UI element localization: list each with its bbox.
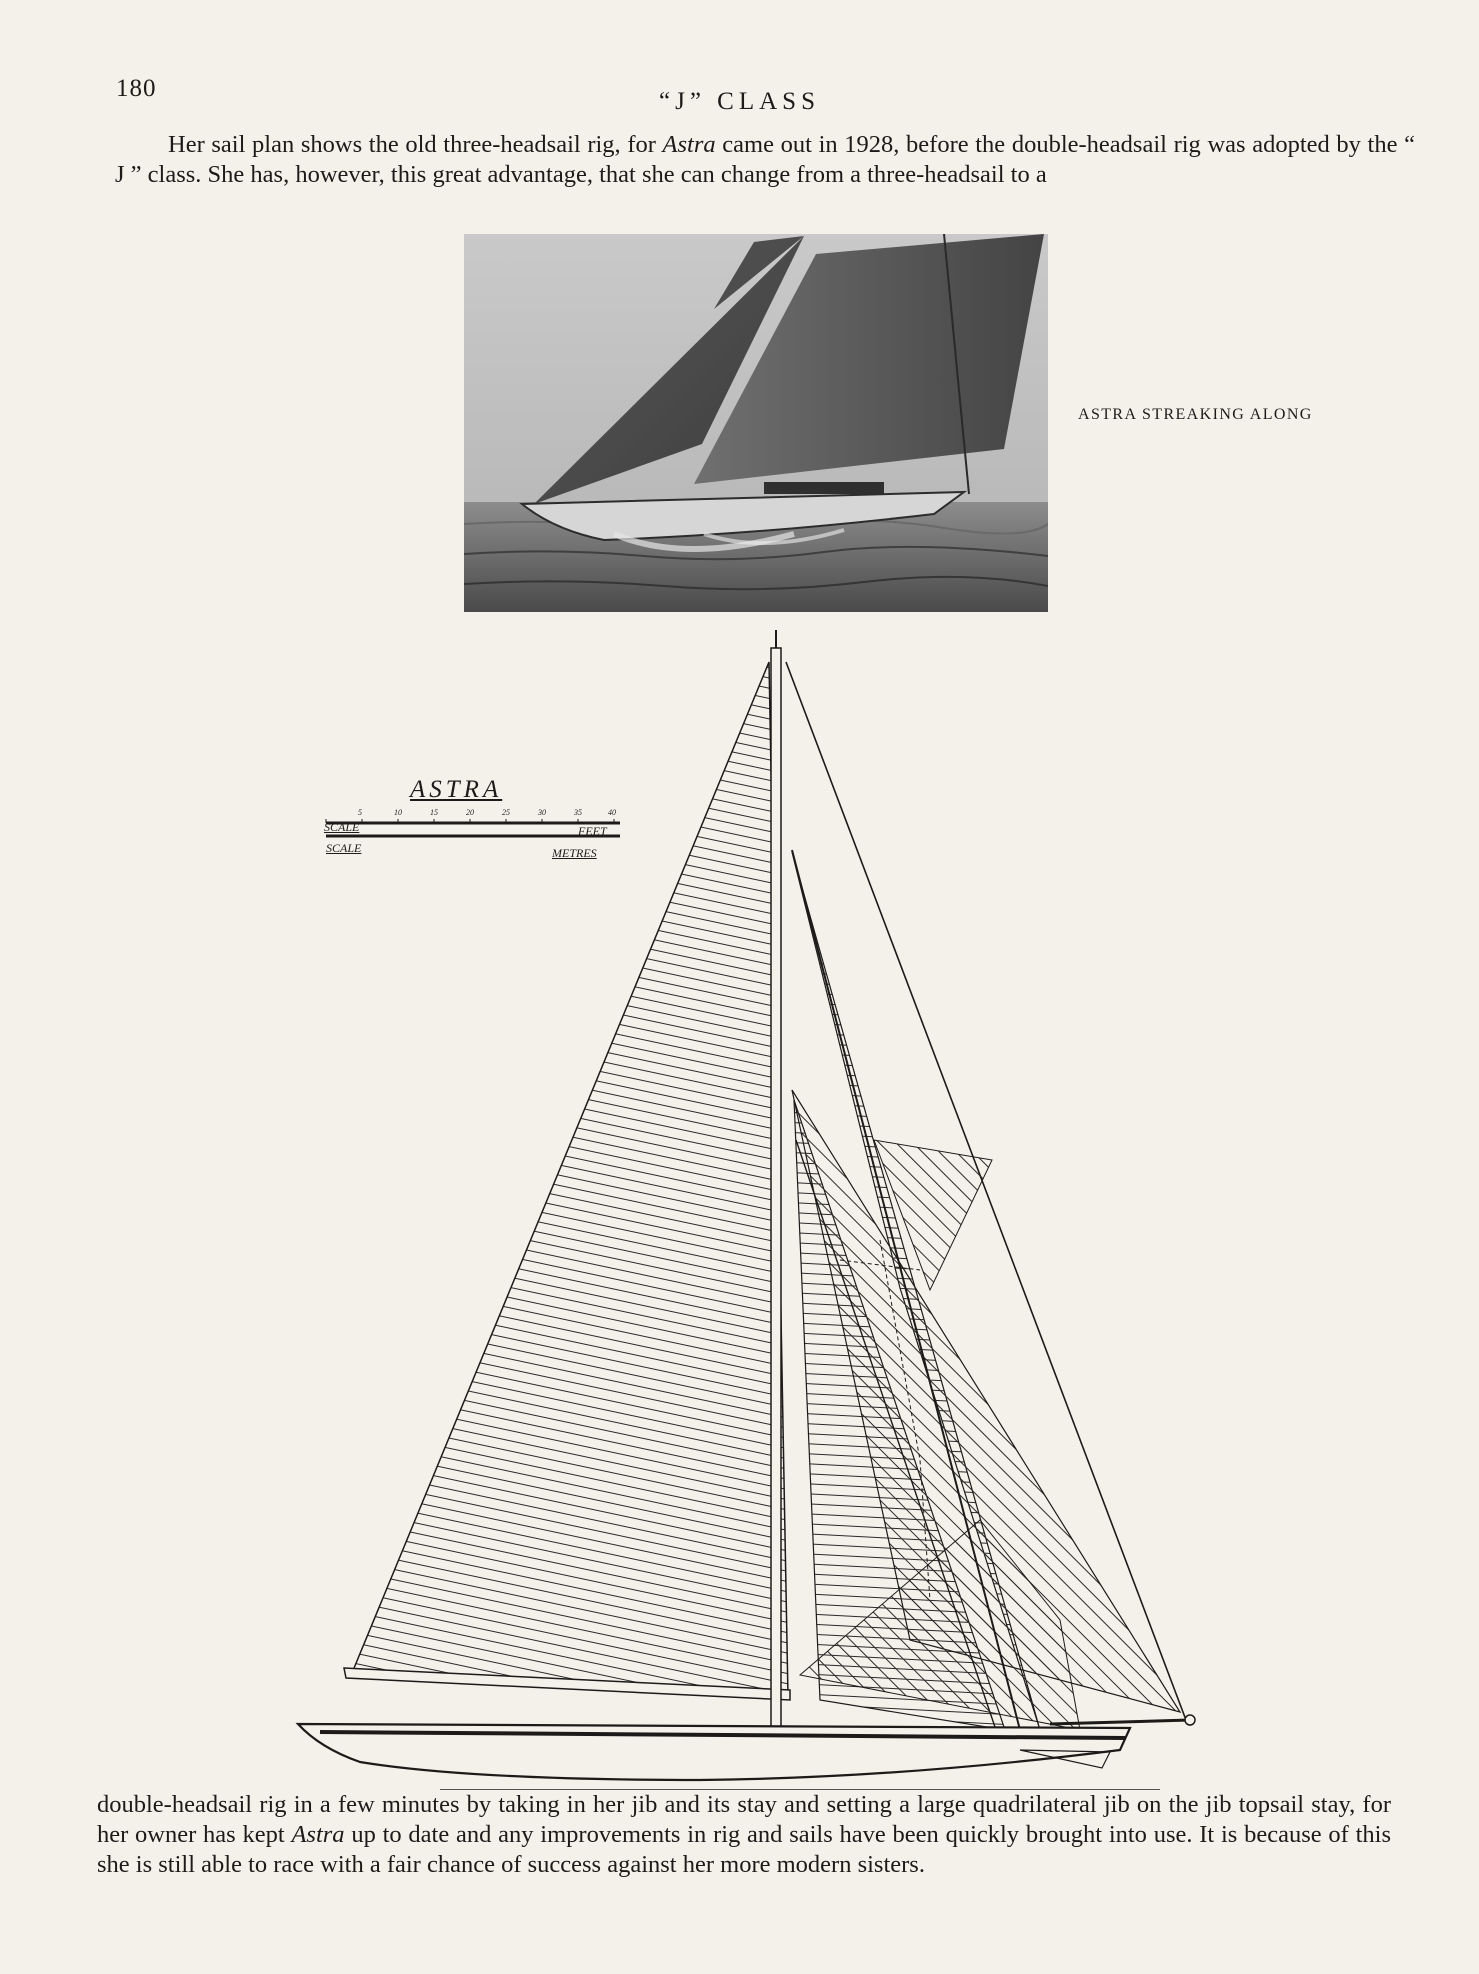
running-title: “J” CLASS [659,88,820,115]
scale-tick-20: 20 [466,808,474,817]
paragraph-top [115,130,1415,190]
sail-plan-drawing [280,620,1220,1790]
paragraph-bottom-yacht-name: Astra [291,1821,345,1848]
scale-tick-5: 5 [358,808,362,817]
scale-metres-label: SCALE [326,841,362,855]
paragraph-top-text-a: Her sail plan shows the old three-headsail rig, for [168,131,663,158]
scale-tick-35: 35 [574,808,582,817]
mainsail [352,662,788,1698]
paragraph-bottom-text-a: double-headsail rig in a few minutes by taking in her jib and its stay and setting a large quadrilateral jib on the jib topsail stay, for her owner has kept [97,1791,1391,1848]
scale-metres-unit: METRES [552,846,597,860]
scale-tick-10: 10 [394,808,402,817]
paragraph-top-text-c: came out in 1928, before the double-headsail rig was adopted by the “ J ” class. She has, however, this great advantage, that she can change from a three-headsail to a [115,131,1415,188]
mast [771,648,781,1766]
sail-plan-title: ASTRA [410,776,503,803]
paragraph-top-yacht-name: Astra [662,131,716,158]
scale-feet-label: SCALE [324,820,360,834]
paragraph-bottom-text-c: up to date and any improvements in rig and sails have been quickly brought into use. It is because of this she is still able to race with a fair chance of success against her more modern sisters. [97,1821,1391,1878]
scale-tick-25: 25 [502,808,510,817]
page-number: 180 [116,75,157,102]
photo-caption: ASTRA STREAKING ALONG [1078,406,1313,423]
yacht-photograph [464,234,1048,612]
scale-feet-unit: FEET [578,824,607,838]
scale-tick-15: 15 [430,808,438,817]
scale-tick-30: 30 [538,808,546,817]
scale-tick-40: 40 [608,808,616,817]
paragraph-bottom [97,1790,1391,1880]
